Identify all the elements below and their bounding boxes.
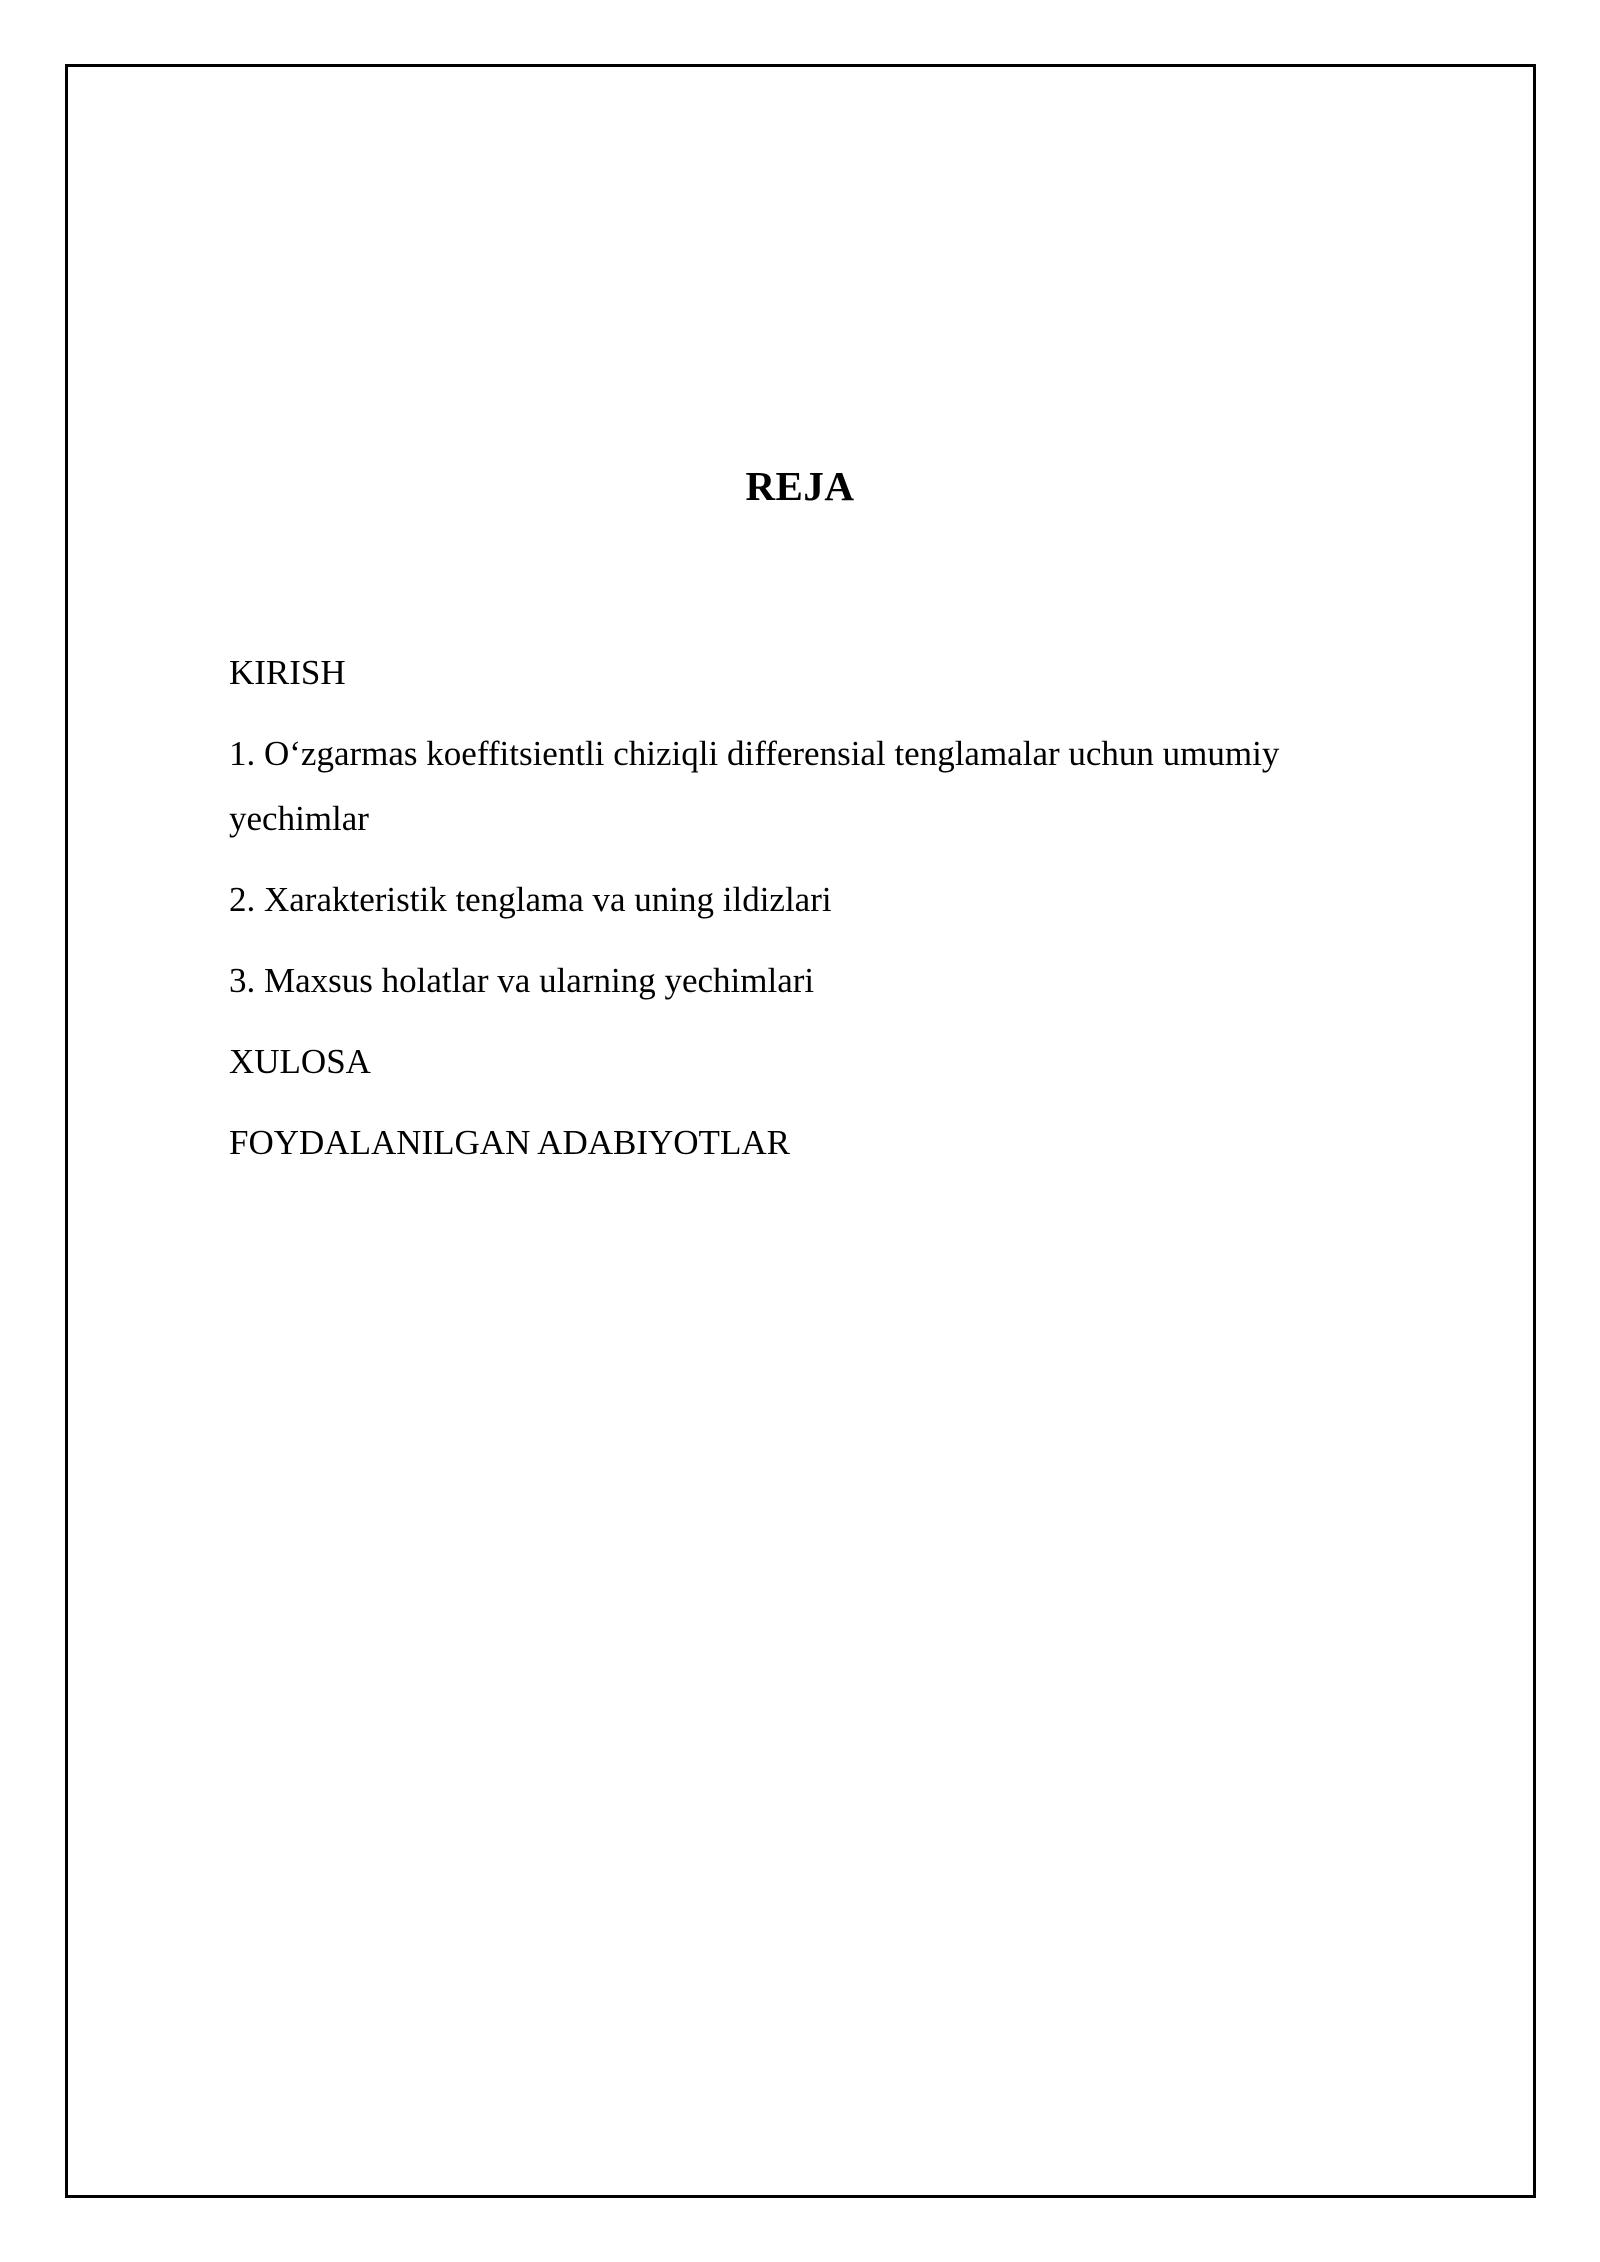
toc-item-conclusion: XULOSA [229, 1042, 371, 1081]
table-of-contents [229, 640, 1389, 1191]
page-title: REJA [745, 463, 855, 509]
toc-item-introduction: KIRISH [229, 653, 346, 692]
toc-item-section-1: 1. O‘zgarmas koeffitsientli chiziqli differensial tenglamalar uchun umumiy yechimlar [229, 734, 1280, 838]
toc-item-section-2: 2. Xarakteristik tenglama va uning ildizlari [229, 880, 832, 919]
toc-item-references: FOYDALANILGAN ADABIYOTLAR [229, 1123, 790, 1162]
toc-item-section-3: 3. Maxsus holatlar va ularning yechimlari [229, 961, 815, 1000]
